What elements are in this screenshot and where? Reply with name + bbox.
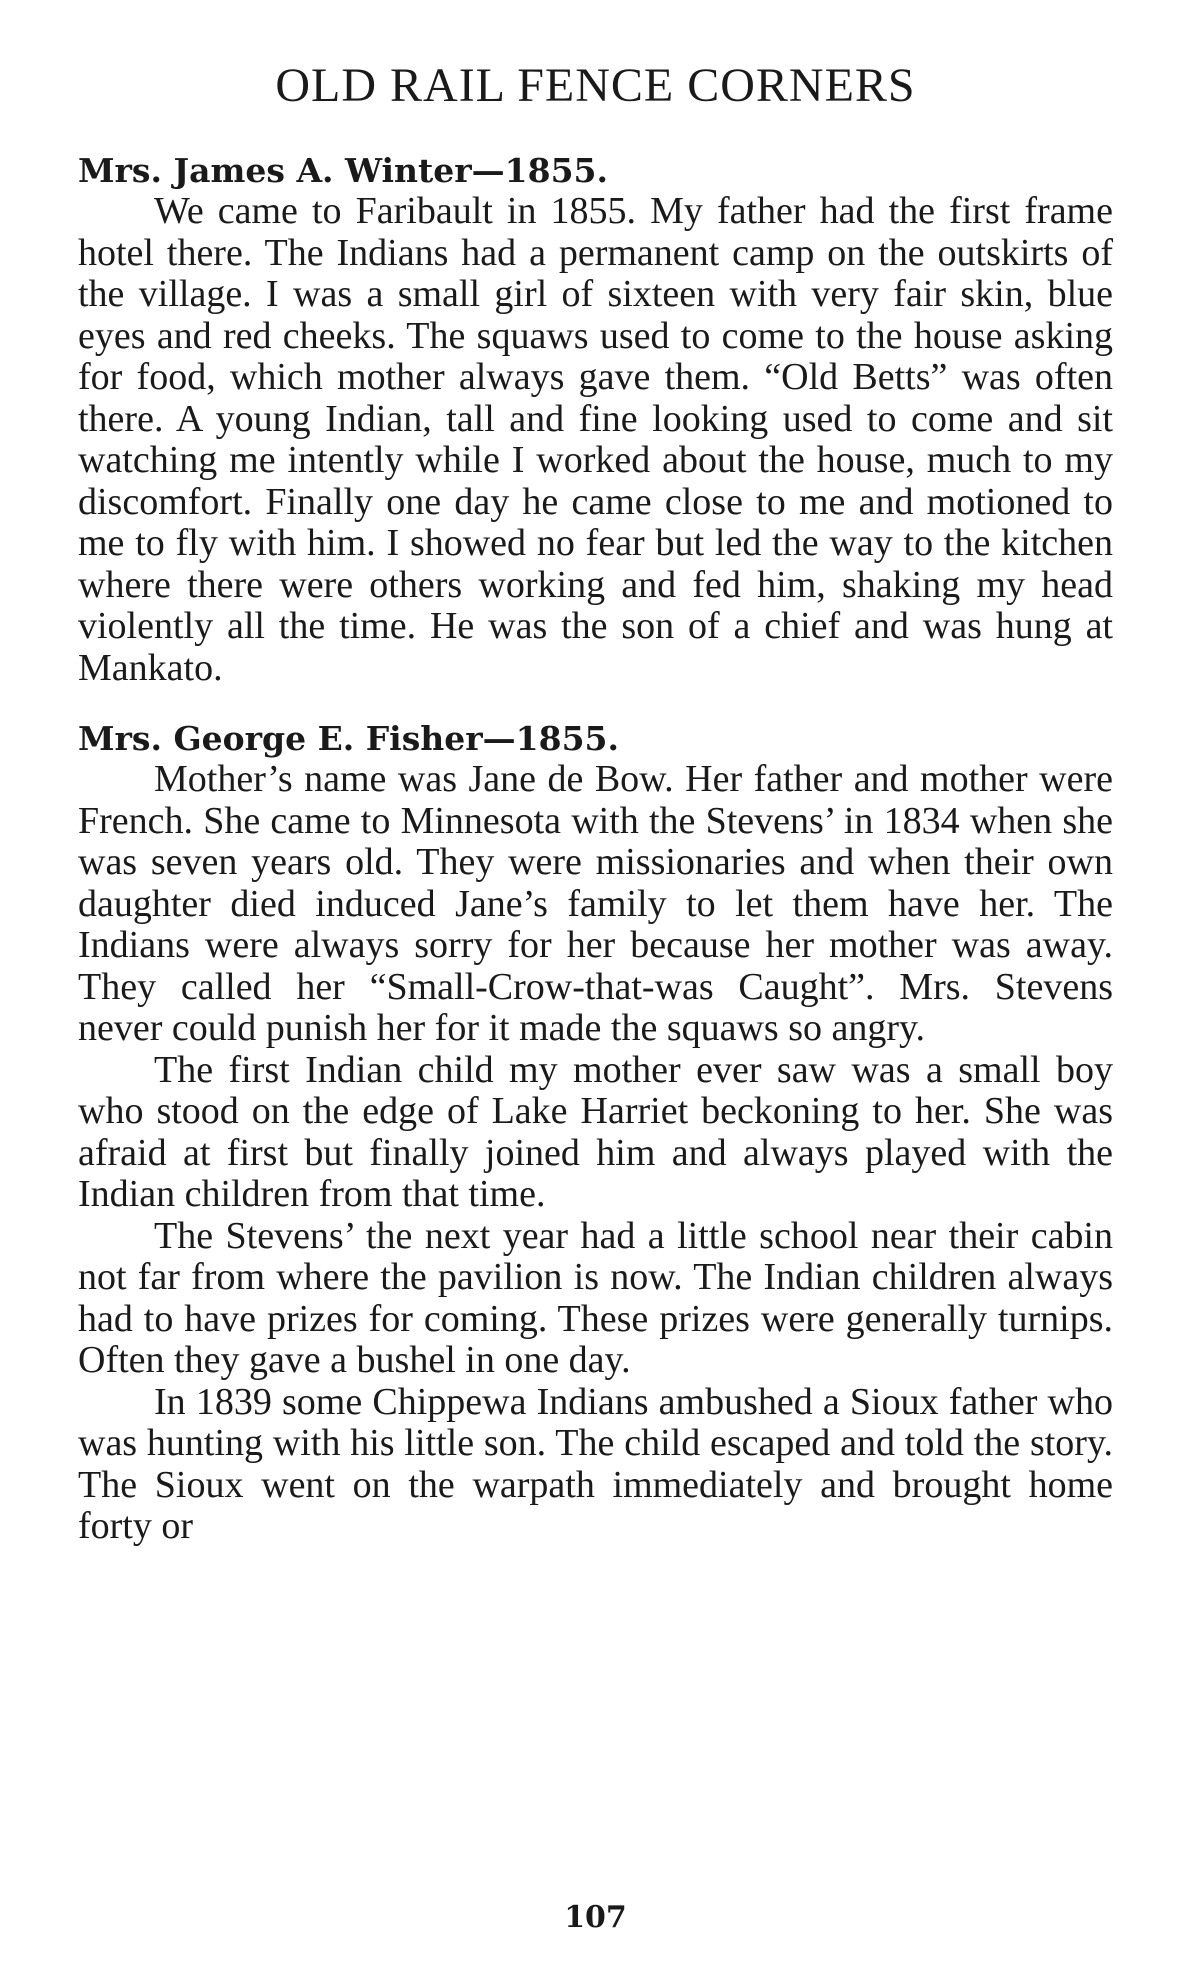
paragraph: The Stevens’ the next year had a little school near their cabin not far from where the pavilion is now. The Indian children always had to have prizes for coming. These prizes were generally turnips. Often they gave a bushel in one day. xyxy=(78,1214,1113,1381)
paragraph: Mother’s name was Jane de Bow. Her father and mother were French. She came to Minnesota with the Stevens’ in 1834 when she was seven years old. They were missionaries and when their own daughter died induced Jane’s family to let them have her. The Indians were always sorry for her because her mother was away. They called her “Small-Crow-that-was Caught”. Mrs. Stevens never could punish her for it made the squaws so angry. xyxy=(78,758,1113,1049)
entry-winter xyxy=(78,151,1113,689)
paragraph: We came to Faribault in 1855. My father had the first frame hotel there. The Indians had a permanent camp on the outskirts of the village. I was a small girl of sixteen with very fair skin, blue eyes and red cheeks. The squaws used to come to the house asking for food, which mother always gave them. “Old Betts” was often there. A young Indian, tall and fine looking used to come and sit watching me intently while I worked about the house, much to my discomfort. Finally one day he came close to me and motioned to me to fly with him. I showed no fear but led the way to the kitchen where there were others working and fed him, shaking my head violently all the time. He was the son of a chief and was hung at Mankato. xyxy=(78,190,1113,689)
paragraph: The first Indian child my mother ever saw was a small boy who stood on the edge of Lake Harriet beckoning to her. She was afraid at first but finally joined him and always played with the Indian children from that time. xyxy=(78,1048,1113,1215)
entry-heading: Mrs. James A. Winter—1855. xyxy=(78,151,608,190)
entry-heading: Mrs. George E. Fisher—1855. xyxy=(78,719,619,758)
running-head: OLD RAIL FENCE CORNERS xyxy=(275,59,916,112)
page-number: 107 xyxy=(564,1900,627,1935)
book-page xyxy=(78,40,1113,1940)
paragraph: In 1839 some Chippewa Indians ambushed a Sioux father who was hunting with his little son. The child escaped and told the story. The Sioux went on the warpath immediately and brought home forty or xyxy=(78,1380,1113,1547)
entry-fisher xyxy=(78,719,1113,1548)
